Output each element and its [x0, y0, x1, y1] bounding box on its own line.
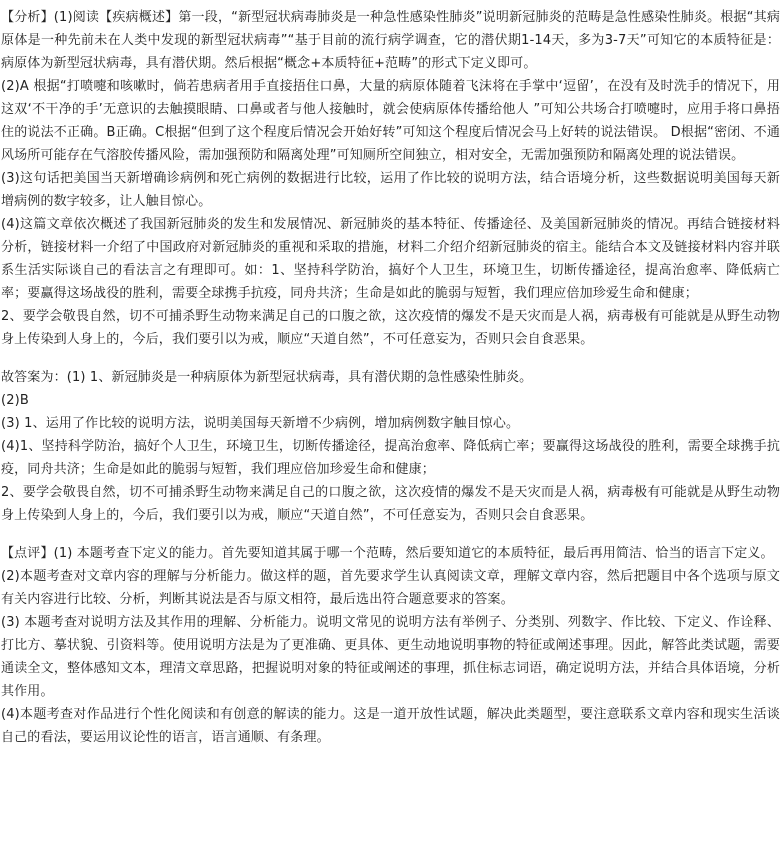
answer-paragraph-4: (4)1、坚持科学防治，搞好个人卫生，环境卫生，切断传播途径，提高治愈率、降低病亡率；要赢得这场战役的胜利，需要全球携手抗疫，同舟共济；生命是如此的脆弱与短暂，我们理应倍加珍爱生命和健康； [1, 439, 780, 477]
comment-section [0, 542, 780, 749]
answer-paragraph-5: 2、要学会敬畏自然，切不可捕杀野生动物来满足自己的口腹之欲，这次疫情的爆发不是天灾而是人祸，病毒极有可能就是从野生动物身上传染到人身上的，今后，我们要引以为戒，顺应“天道自然”，不可任意妄为，否则只会自食恶果。 [1, 485, 780, 523]
analysis-paragraph-3: (3)这句话把美国当天新增确诊病例和死亡病例的数据进行比较，运用了作比较的说明方法，结合语境分析，这些数据说明美国每天新增病例的数字较多，让人触目惊心。 [1, 171, 780, 209]
answer-paragraph-3: (3) 1、运用了作比较的说明方法，说明美国每天新增不少病例，增加病例数字触目惊心。 [1, 416, 520, 431]
analysis-paragraph-2: (2)A 根据“打喷嚏和咳嗽时，倘若患病者用手直接捂住口鼻，大量的病原体随着飞沫将在手掌中‘逗留’，在没有及时洗手的情况下，用这双‘不干净的手’无意识的去触摸眼睛、口鼻或者与他人接触时，就会使病原体传播给他人 ”可知公共场合打喷嚏时，应用手将口鼻捂住的说法不正确。B正确。C根据“但到了这个程度后情况会开始好转”可知这个程度后情况会马上好转的说法错误。 D根据“密闭、不通风场所可能存在气溶胶传播风险，需加强预防和隔离处理”可知厕所空间独立，相对安全，无需加强预防和隔离处理的说法错误。 [1, 79, 780, 163]
answer-section [0, 366, 780, 527]
section-spacer [0, 527, 780, 542]
analysis-section [0, 6, 780, 351]
comment-paragraph-2: (2)本题考查对文章内容的理解与分析能力。做这样的题，首先要求学生认真阅读文章，理解文章内容，然后把题目中各个选项与原文有关内容进行比较、分析，判断其说法是否与原文相符，最后选出符合题意要求的答案。 [1, 569, 780, 607]
section-spacer [0, 351, 780, 366]
analysis-paragraph-5: 2、要学会敬畏自然，切不可捕杀野生动物来满足自己的口腹之欲，这次疫情的爆发不是天灾而是人祸，病毒极有可能就是从野生动物身上传染到人身上的，今后，我们要引以为戒，顺应“天道自然”，不可任意妄为，否则只会自食恶果。 [1, 309, 780, 347]
comment-paragraph-3: (3) 本题考查对说明方法及其作用的理解、分析能力。说明文常见的说明方法有举例子、分类别、列数字、作比较、下定义、作诠释、打比方、摹状貌、引资料等。使用说明方法是为了更准确、更具体、更生动地说明事物的特征或阐述事理。因此，解答此类试题，需要通读全文，整体感知文本，理清文章思路，把握说明对象的特征或阐述的事理，抓住标志词语，确定说明方法，并结合具体语境，分析其作用。 [1, 615, 780, 699]
answer-paragraph-2: (2)B [1, 393, 29, 408]
comment-paragraph-4: (4)本题考查对作品进行个性化阅读和有创意的解读的能力。这是一道开放性试题，解决此类题型，要注意联系文章内容和现实生活谈自己的看法，要运用议论性的语言，语言通顺、有条理。 [1, 707, 780, 745]
analysis-paragraph-4: (4)这篇文章依次概述了我国新冠肺炎的发生和发展情况、新冠肺炎的基本特征、传播途径、及美国新冠肺炎的情况。再结合链接材料分析，链接材料一介绍了中国政府对新冠肺炎的重视和采取的措施，材料二介绍介绍新冠肺炎的宿主。能结合本文及链接材料内容并联系生活实际谈自己的看法言之有理即可。如：1、坚持科学防治，搞好个人卫生，环境卫生，切断传播途径，提高治愈率、降低病亡率；要赢得这场战役的胜利，需要全球携手抗疫，同舟共济；生命是如此的脆弱与短暂，我们理应倍加珍爱生命和健康； [1, 217, 780, 301]
answer-paragraph-1: 故答案为：(1) 1、新冠肺炎是一种病原体为新型冠状病毒，具有潜伏期的急性感染性肺炎。 [1, 370, 533, 385]
analysis-paragraph-1: 【分析】(1)阅读【疾病概述】第一段，“新型冠状病毒肺炎是一种急性感染性肺炎”说明新冠肺炎的范畴是急性感染性肺炎。根据“其病原体是一种先前未在人类中发现的新型冠状病毒”“基于目前的流行病学调查，它的潜伏期1-14天，多为3-7天”可知它的本质特征是：病原体为新型冠状病毒，具有潜伏期。然后根据“概念+本质特征+范畴”的形式下定义即可。 [1, 10, 780, 71]
comment-paragraph-1: 【点评】(1) 本题考查下定义的能力。首先要知道其属于哪一个范畴，然后要知道它的本质特征，最后再用简洁、恰当的语言下定义。 [1, 546, 774, 561]
